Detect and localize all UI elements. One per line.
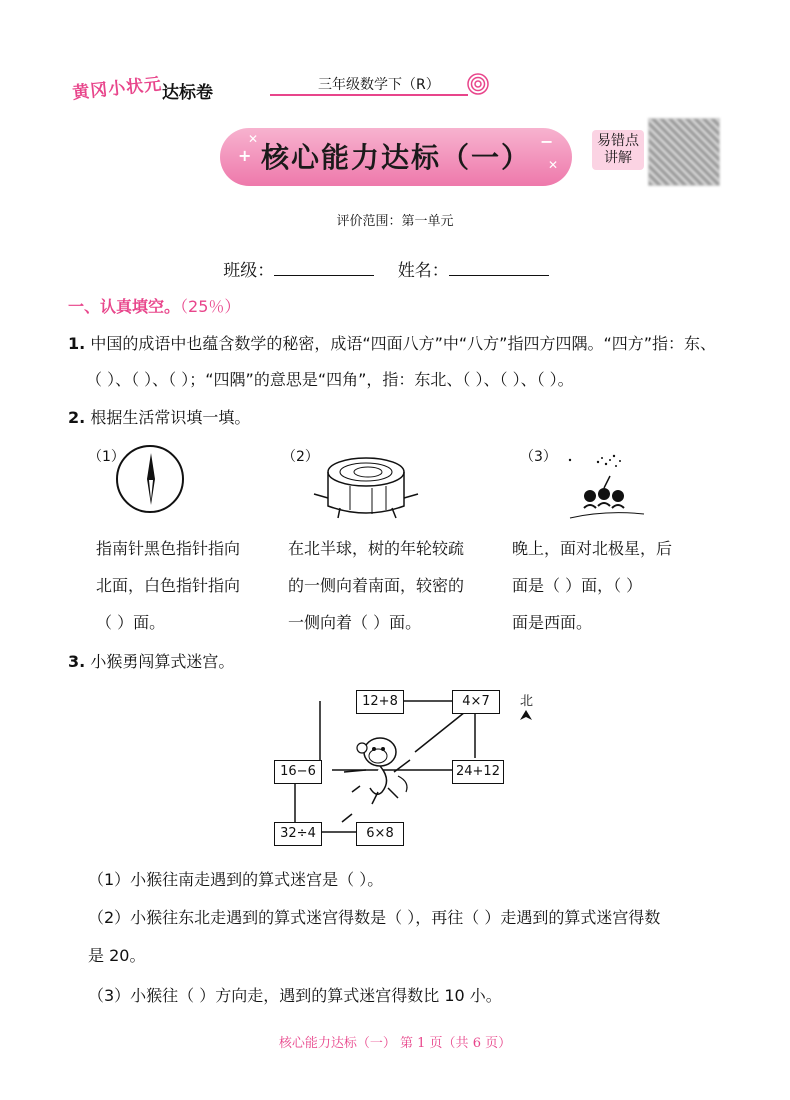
stargazing-children-icon xyxy=(560,448,650,522)
north-label: 北 xyxy=(520,694,534,709)
name-field[interactable] xyxy=(449,259,549,276)
grade-tag xyxy=(270,72,490,98)
grade-underline xyxy=(270,94,468,96)
question-3-sub2-line2: 是 20。 xyxy=(88,946,146,965)
cross-icon: ✕ xyxy=(248,132,259,146)
maze-box-north-west: 12+8 xyxy=(356,690,404,714)
north-arrow-icon xyxy=(520,710,532,720)
question-3 xyxy=(68,652,234,672)
question-number: 3. xyxy=(68,652,86,671)
page-footer: 核心能力达标（一） 第 1 页（共 6 页） xyxy=(278,1036,512,1051)
maze-diagram xyxy=(260,680,530,850)
question-2 xyxy=(68,408,250,428)
page-title: 核心能力达标（一） xyxy=(260,141,531,174)
evaluation-scope: 评价范围：第一单元 xyxy=(336,214,454,229)
question-3-sub2-line1[interactable]: （2）小猴往东北走遇到的算式迷宫得数是（ ），再往（ ）走遇到的算式迷宫得数 xyxy=(88,908,661,927)
question-text: 中国的成语中也蕴含数学的秘密，成语“四面八方”中“八方”指四方四隅。“四方”指：东、 xyxy=(90,334,717,353)
question-3-sub3[interactable]: （3）小猴往（ ）方向走，遇到的算式迷宫得数比 10 小。 xyxy=(88,986,502,1005)
maze-box-east: 24+12 xyxy=(452,760,504,784)
compass-needle-black xyxy=(147,453,155,479)
qr-label-line1: 易错点 xyxy=(597,133,639,149)
answer-block-3[interactable] xyxy=(512,530,672,641)
minus-icon: − xyxy=(540,132,554,151)
maze-box-south: 6×8 xyxy=(356,822,404,846)
sub-label-1: （1） xyxy=(88,449,125,465)
plus-icon: + xyxy=(238,146,252,165)
section-percent: （25％） xyxy=(180,297,241,316)
text-line: （ ）面。 xyxy=(96,613,166,632)
maze-box-west: 16−6 xyxy=(274,760,322,784)
compass-needle-white xyxy=(149,480,153,500)
text-line: 在北半球，树的年轮较疏 xyxy=(288,539,465,558)
question-1-line1 xyxy=(68,334,716,354)
answer-block-1[interactable] xyxy=(96,530,240,641)
text-line: 面是（ ）面，（ ） xyxy=(512,576,643,595)
swirl-icon xyxy=(466,72,490,96)
qr-code-image[interactable] xyxy=(648,118,720,186)
text-line: 指南针黑色指针指向 xyxy=(96,539,241,558)
qr-label-line2: 讲解 xyxy=(604,150,632,166)
text-line: 面是西面。 xyxy=(512,613,593,632)
question-text: 根据生活常识填一填。 xyxy=(90,408,251,427)
maze-box-south-west: 32÷4 xyxy=(274,822,322,846)
tree-stump-icon xyxy=(310,448,422,520)
cross-icon: ✕ xyxy=(548,158,559,172)
question-number: 2. xyxy=(68,408,86,427)
question-text: 小猴勇闯算式迷宫。 xyxy=(90,652,235,671)
answer-block-2[interactable] xyxy=(288,530,464,641)
text-line: 北面，白色指针指向 xyxy=(96,576,241,595)
maze-box-north-east: 4×7 xyxy=(452,690,500,714)
compass-icon xyxy=(116,445,184,513)
class-field[interactable] xyxy=(274,259,374,276)
sub-label-2: （2） xyxy=(282,449,319,465)
class-label: 班级： xyxy=(223,261,275,281)
section-title: 一、认真填空。 xyxy=(68,297,181,316)
brand-subtitle: 达标卷 xyxy=(162,83,213,103)
sub-label-3: （3） xyxy=(520,449,557,465)
qr-label xyxy=(592,130,644,170)
grade-label: 三年级数学下（R） xyxy=(318,77,440,93)
name-label: 姓名： xyxy=(397,261,449,281)
section-heading xyxy=(68,294,240,317)
text-line: 的一侧向着南面，较密的 xyxy=(288,576,465,595)
text-line: 晚上，面对北极星，后 xyxy=(512,539,673,558)
brand-logo: 黄冈小状元 xyxy=(71,74,164,104)
question-1-line2[interactable]: （ ）、（ ）、（ ）；“四隅”的意思是“四角”，指：东北、（ ）、（ ）、（ ）。 xyxy=(86,370,574,389)
north-indicator xyxy=(520,690,533,724)
name-row xyxy=(0,256,790,281)
question-3-sub1[interactable]: （1）小猴往南走遇到的算式迷宫是（ ）。 xyxy=(88,870,384,889)
question-number: 1. xyxy=(68,334,86,353)
text-line: 一侧向着（ ）面。 xyxy=(288,613,422,632)
